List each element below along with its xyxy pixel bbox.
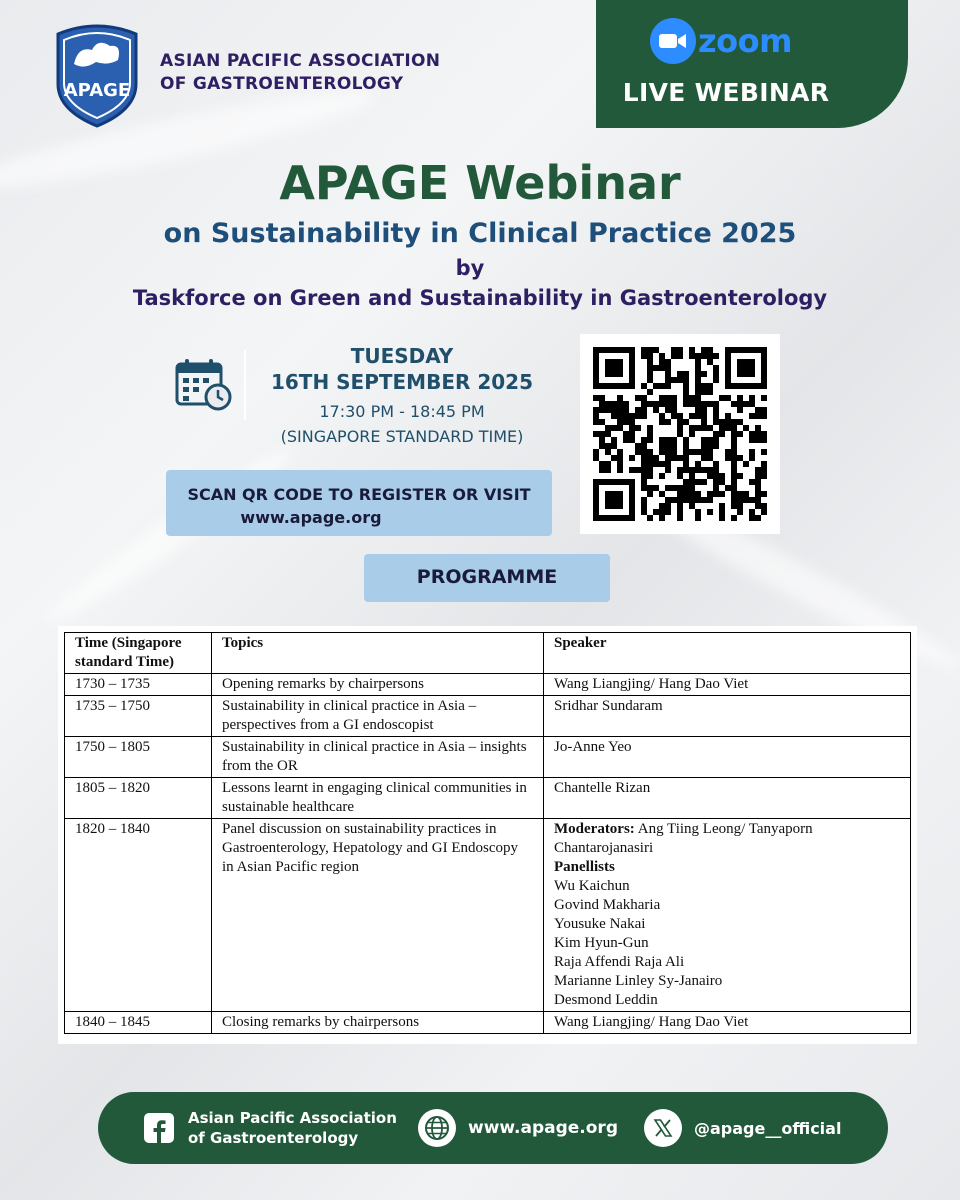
header-speaker: Speaker xyxy=(544,633,911,674)
page-subtitle: on Sustainability in Clinical Practice 2025 xyxy=(163,218,797,249)
footer-x-handle[interactable]: @apage__official xyxy=(694,1118,842,1138)
programme-table-panel xyxy=(58,626,917,1044)
table-row-panel xyxy=(65,819,911,1012)
by-label: by xyxy=(455,256,485,280)
row-time: 1735 – 1750 xyxy=(65,696,212,737)
row-time: 1805 – 1820 xyxy=(65,778,212,819)
zoom-logo xyxy=(650,18,792,64)
register-instruction: SCAN QR CODE TO REGISTER OR VISIT xyxy=(187,485,531,504)
footer-bar xyxy=(98,1092,888,1164)
row-time: 1840 – 1845 xyxy=(65,1012,212,1034)
row-topic: Sustainability in clinical practice in Asia – insights from the OR xyxy=(212,737,544,778)
header-topics: Topics xyxy=(212,633,544,674)
panellist-name: Wu Kaichun xyxy=(554,878,630,894)
zoom-wordmark: zoom xyxy=(698,22,792,60)
x-logo-icon xyxy=(644,1109,682,1147)
moderators-label: Moderators: xyxy=(554,821,635,837)
panellist-name: Yousuke Nakai xyxy=(554,916,646,932)
moderators-names: Ang Tiing Leong/ Tanyaporn Chantarojanasiri xyxy=(554,821,813,856)
globe-icon xyxy=(418,1109,456,1147)
calendar-clock-icon xyxy=(174,356,234,412)
panellist-name: Raja Affendi Raja Ali xyxy=(554,954,685,970)
event-date: 16TH SEPTEMBER 2025 xyxy=(270,370,534,394)
table-row xyxy=(65,696,911,737)
footer-website-text[interactable]: www.apage.org xyxy=(468,1118,618,1138)
table-row xyxy=(65,737,911,778)
footer-website[interactable] xyxy=(418,1109,618,1147)
register-box[interactable] xyxy=(166,470,552,536)
row-speaker: Chantelle Rizan xyxy=(544,778,911,819)
panellist-name: Desmond Leddin xyxy=(554,992,658,1008)
panellists-label: Panellists xyxy=(554,859,615,875)
live-webinar-label: LIVE WEBINAR xyxy=(622,78,830,107)
page-title: APAGE Webinar xyxy=(279,156,681,210)
row-speaker: Wang Liangjing/ Hang Dao Viet xyxy=(544,674,911,696)
table-header-row xyxy=(65,633,911,674)
org-name-line2: OF GASTROENTEROLOGY xyxy=(160,74,404,94)
row-time: 1750 – 1805 xyxy=(65,737,212,778)
row-topic: Opening remarks by chairpersons xyxy=(212,674,544,696)
panellist-name: Marianne Linley Sy-Janairo xyxy=(554,973,723,989)
row-topic: Sustainability in clinical practice in Asia – perspectives from a GI endoscopist xyxy=(212,696,544,737)
taskforce-name: Taskforce on Green and Sustainability in Gastroenterology xyxy=(132,286,828,310)
header-time: Time (Singapore standard Time) xyxy=(65,633,212,674)
facebook-line1: Asian Pacific Association xyxy=(188,1109,397,1127)
row-speaker: Sridhar Sundaram xyxy=(544,696,911,737)
register-url[interactable]: www.apage.org xyxy=(240,508,382,527)
video-camera-icon xyxy=(650,18,696,64)
table-row xyxy=(65,674,911,696)
qr-code[interactable] xyxy=(580,334,780,534)
event-time: 17:30 PM - 18:45 PM xyxy=(319,402,485,421)
row-speaker-panel xyxy=(544,819,911,1012)
row-topic: Panel discussion on sustainability practices in Gastroenterology, Hepatology and GI Endoscopy in Asian Pacific region xyxy=(212,819,544,1012)
zoom-live-webinar-panel xyxy=(596,0,908,128)
row-topic: Closing remarks by chairpersons xyxy=(212,1012,544,1034)
event-day: TUESDAY xyxy=(350,344,454,368)
row-speaker: Wang Liangjing/ Hang Dao Viet xyxy=(544,1012,911,1034)
event-timezone: (SINGAPORE STANDARD TIME) xyxy=(280,427,524,446)
apage-logo xyxy=(52,20,142,128)
footer-x[interactable] xyxy=(644,1109,841,1147)
table-row xyxy=(65,778,911,819)
row-time: 1820 – 1840 xyxy=(65,819,212,1012)
programme-label-box xyxy=(364,554,610,602)
row-time: 1730 – 1735 xyxy=(65,674,212,696)
row-speaker: Jo-Anne Yeo xyxy=(544,737,911,778)
panellist-name: Govind Makharia xyxy=(554,897,661,913)
facebook-line2: of Gastroenterology xyxy=(188,1129,359,1147)
footer-facebook[interactable] xyxy=(144,1108,397,1148)
date-divider xyxy=(244,350,246,420)
panellist-name: Kim Hyun-Gun xyxy=(554,935,649,951)
logo-text: APAGE xyxy=(63,80,131,101)
table-row xyxy=(65,1012,911,1034)
org-name xyxy=(160,50,440,96)
facebook-icon xyxy=(144,1113,174,1143)
row-topic: Lessons learnt in engaging clinical communities in sustainable healthcare xyxy=(212,778,544,819)
programme-label: PROGRAMME xyxy=(416,566,558,588)
programme-table xyxy=(64,632,911,1034)
org-name-line1: ASIAN PACIFIC ASSOCIATION xyxy=(160,51,441,71)
